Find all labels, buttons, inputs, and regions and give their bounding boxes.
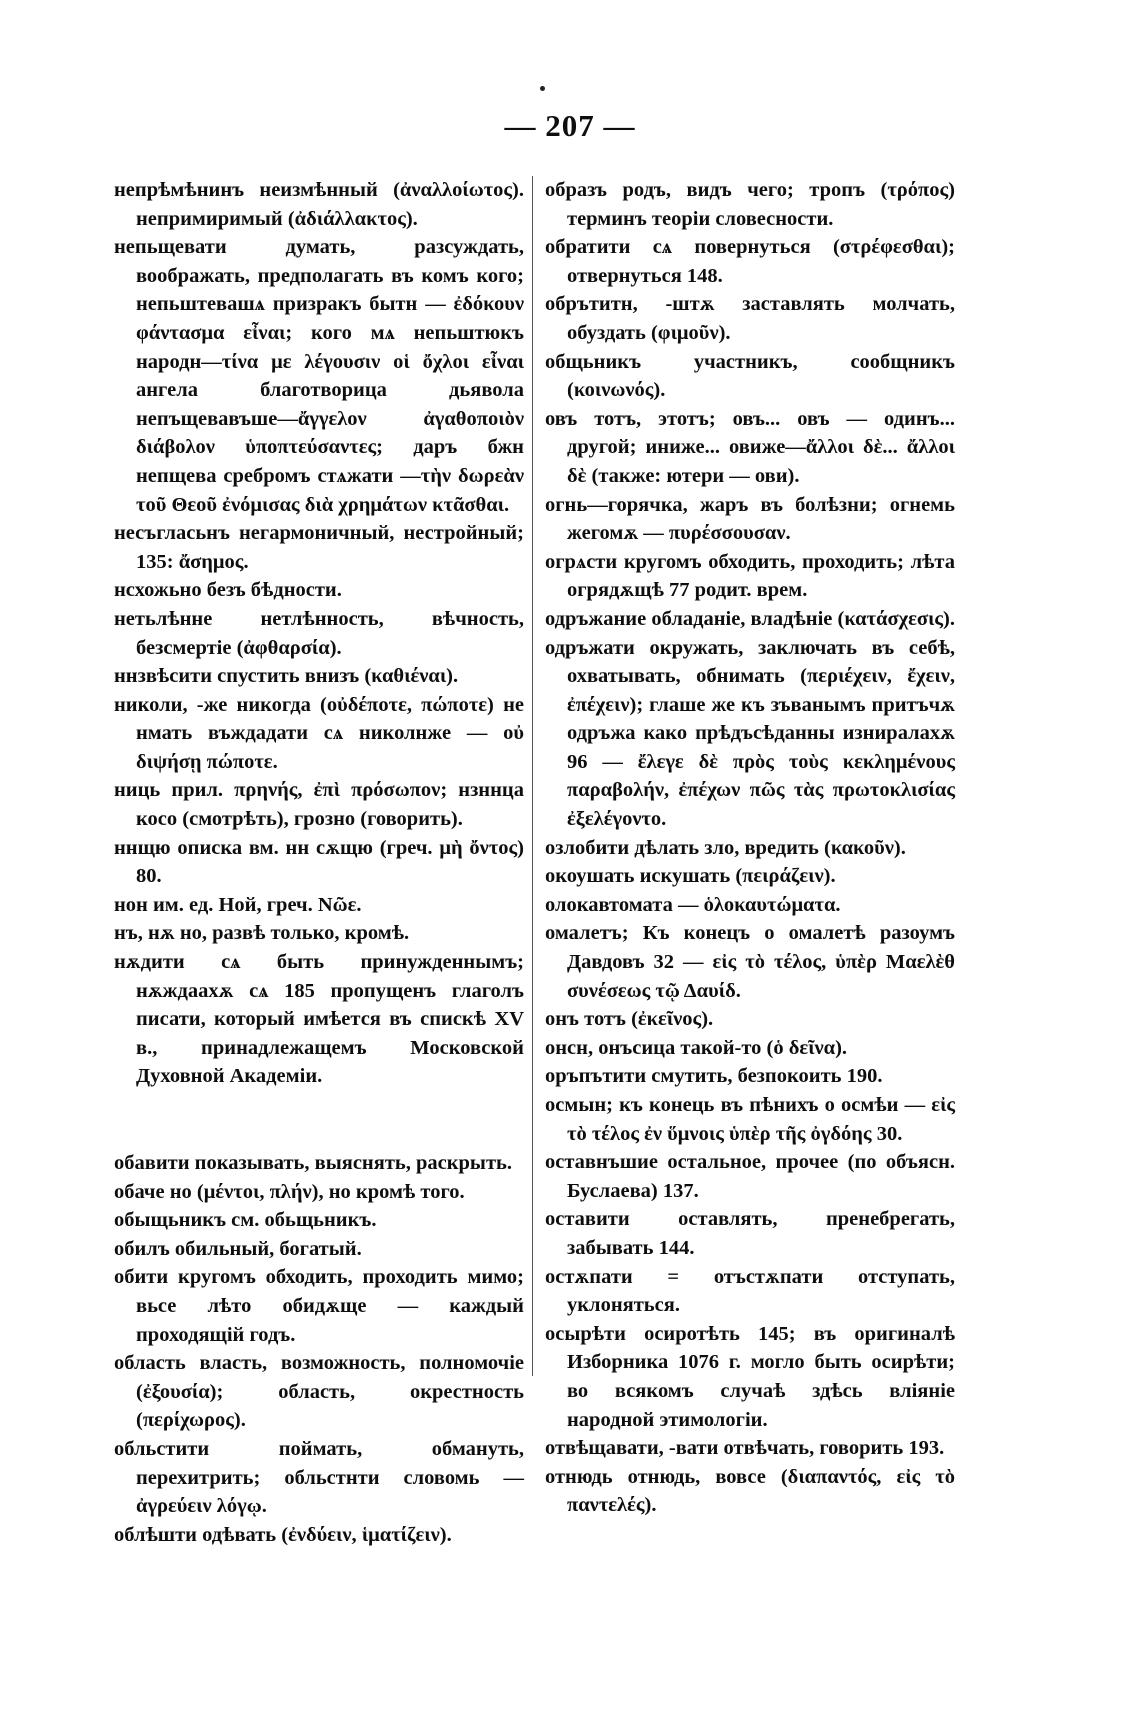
dictionary-entry: остѫпати = отъстѫпати отступать, уклоняться. [545,1265,955,1317]
dictionary-entry: осырѣти осиротѣть 145; въ оригиналѣ Изборника 1076 г. могло быть осирѣти; во всякомъ случаѣ здѣсь вліяніе народной этимологіи. [545,1322,955,1431]
dictionary-entry: обити кругомъ обходить, проходить мимо; вьсе лѣто обидѫще — каждый проходящій годъ. [114,1266,524,1346]
dictionary-entry: огрѧсти кругомъ обходить, проходить; лѣта огрядѫщѣ 77 родит. врем. [545,550,955,602]
dictionary-entry: оръпътити смутить, безпокоить 190. [545,1065,883,1088]
dictionary-entry: озлобити дѣлать зло, вредить (κακοῦν). [545,836,906,859]
dictionary-entry: область власть, возможность, полномочіе (ἐξουσία); область, окрестность (περίχωρος). [114,1352,524,1432]
dictionary-entry: нон им. ед. Ной, греч. Νῶε. [114,893,362,916]
dictionary-entry: обилъ обильный, богатый. [114,1237,362,1260]
dictionary-entry: отнюдь отнюдь, вовсе (διαπαντός, εἰς τὸ παντελές). [545,1465,955,1517]
dictionary-entry: ннщю описка вм. нн сѫщю (греч. μὴ ὄντος) 80. [114,836,524,888]
dictionary-entry: ниць прил. πρηνής, ἐπὶ πρόσωπον; нзннца косо (смотрѣть), грозно (говорить). [114,779,524,831]
dictionary-entry: овъ тотъ, этотъ; овъ... овъ — одинъ... другой; иниже... овиже—ἄλλοι δὲ... ἄλλοι δὲ (также: ютери — ови). [545,407,955,487]
dictionary-entry: обыщьникъ см. обьщьникъ. [114,1209,377,1232]
dictionary-entry: оставнъшие остальное, прочее (по объясн. Буслаева) 137. [545,1151,955,1202]
dictionary-entry: онсн, онъсица такой-то (ὁ δεῖνα). [545,1036,848,1059]
dictionary-entry: несъгласьнъ негармоничный, нестройный; 135: ἄσημος. [114,522,524,573]
dictionary-entry: одръжание обладаніе, владѣніе (κατάσχεσις). [545,607,955,630]
page-number: — 207 — [504,108,636,143]
dictionary-entry: николи, -же никогда (οὐδέποτε, πώποτε) не нмать въждадати сѧ николнже — οὐ διψήσῃ πώποτε. [114,693,524,773]
column-divider [532,176,533,1376]
dictionary-entry: одръжати окружать, заключать въ себѣ, охватывать, обнимать (περιέχειν, ἔχειν, ἐπέχειν); глаше же къ зъванымъ притъчѫ одръжа како прѣдъсѣданны изниралахѫ 96 — ἔλεγε δὲ πρὸς τοὺς κεκλημένους παραβολήν, ἐπέχων πῶς τὰς πρωτοκλισίας ἐξελέγοντο. [545,636,955,831]
left-column [114,176,524,1549]
dictionary-entry: отвѣщавати, -вати отвѣчать, говорить 193. [545,1437,945,1460]
dictionary-entry: нъ, нѫ но, развѣ только, кромѣ. [114,922,410,945]
dictionary-entry: омалетъ; Къ конецъ о омалетѣ разоумъ Давдовъ 32 — εἰς τὸ τέλος, ὑπὲρ Μαελὲθ συνέσεως τῷ Δαυίδ. [545,922,955,1002]
dictionary-entry: огнь—горячка, жаръ въ болѣзни; огнемь жегомѫ — πυρέσσουσαν. [545,493,955,545]
section-gap [114,1091,524,1149]
dictionary-entry: облѣшти одѣвать (ἐνδύειν, ἱματίζειν). [114,1523,452,1546]
dictionary-entry: непрѣмѣнинъ неизмѣнный (ἀναλλοίωτος). непримиримый (ἀδιάλλακτος). [114,179,524,230]
right-column [545,176,955,1520]
dictionary-entry: обавити показывать, выяснять, раскрыть. [114,1152,512,1174]
dictionary-entry: образъ родъ, видъ чего; тропъ (τρόπος) терминъ теоріи словесности. [545,179,955,230]
dictionary-entry: обльстити поймать, обмануть, перехитрить; обльстнти словомь — ἀγρεύειν λόγῳ. [114,1437,524,1518]
dictionary-entry: онъ тотъ (ἐκεῖνος). [545,1008,714,1031]
dictionary-entry: общьникъ участникъ, сообщникъ (κοινωνός). [545,350,955,402]
dictionary-entry: обаче но (μέντοι, πλήν), но кромѣ того. [114,1180,465,1203]
printer-mark [540,86,545,91]
dictionary-entry: нѫдити сѧ быть принужденнымъ; нѫждаахѫ сѧ 185 пропущенъ глаголъ писати, который имѣется въ спискѣ XV в., принадлежащемъ Московской Духовной Академіи. [114,951,524,1088]
dictionary-entry: оставити оставлять, пренебрегать, забывать 144. [545,1208,955,1259]
dictionary-entry: нсхожьно безъ бѣдности. [114,579,342,602]
dictionary-entry: нетьлѣнне нетлѣнность, вѣчность, безсмертіе (ἀφθαρσία). [114,607,524,659]
dictionary-entry: осмын; къ конець въ пѣнихъ о осмѣи — εἰς τὸ τέλος ἐν ὕμνοις ὑπὲρ τῆς ὀγδόης 30. [545,1094,955,1145]
dictionary-entry: окоушать искушать (πειράζειν). [545,865,836,888]
dictionary-entry: ннзвѣсити спустить внизъ (καθιέναι). [114,665,459,688]
dictionary-entry: обрътитн, -штѫ заставлять молчать, обуздать (φιμοῦν). [545,293,955,344]
dictionary-entry: обратити сѧ повернуться (στρέφεσθαι); отвернуться 148. [545,236,955,287]
dictionary-entry: олокавтомата — ὁλοκαυτώματα. [545,893,841,916]
dictionary-entry: непьщевати думать, разсуждать, воображать, предполагать въ комъ кого; непьштевашѧ призракъ бытн — ἐδόκουν φάντασμα εἶναι; кого мѧ непьштюкъ народн—τίνα με λέγουσιν οἱ ὄχλοι εἶναι ангела благотворица дьявола непъщевавъше—ἄγγελον ἀγαθοποιὸν διάβολον ὑποπτεύσαντες; даръ бжн непщева сребромъ стѧжати —τὴν δωρεὰν τοῦ Θεοῦ ἐνόμισας διὰ χρημάτων κτᾶσθαι. [114,236,524,516]
